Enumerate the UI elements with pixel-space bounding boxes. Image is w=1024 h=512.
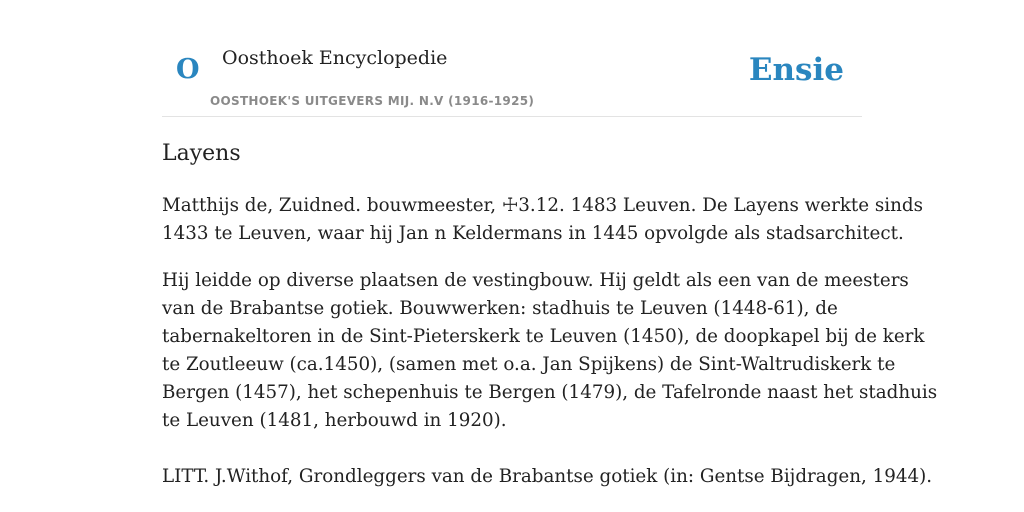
source-header xyxy=(162,0,862,117)
paragraph-line: te Zoutleeuw (ca.1450), (samen met o.a. Jan Spijkens) de Sint-Waltrudiskerk te xyxy=(162,354,896,375)
paragraph-line: tabernakeltoren in de Sint-Pieterskerk te Leuven (1450), de doopkapel bij de kerk xyxy=(162,326,925,347)
entry-paragraph xyxy=(162,192,923,248)
brand-logo-link[interactable]: Ensie xyxy=(748,52,844,88)
source-logo[interactable]: O xyxy=(176,54,200,85)
paragraph-line: Bergen (1457), het schepenhuis te Bergen (1479), de Tafelronde naast het stadhuis xyxy=(162,382,938,403)
paragraph-line: Hij leidde op diverse plaatsen de vestingbouw. Hij geldt als een van de meesters xyxy=(162,270,909,291)
entry-paragraph xyxy=(162,267,938,435)
literature-reference xyxy=(162,463,933,491)
paragraph-line: LITT. J.Withof, Grondleggers van de Brabantse gotiek (in: Gentse Bijdragen, 1944). xyxy=(162,466,933,487)
paragraph-line: Matthijs de, Zuidned. bouwmeester, ☩3.12. 1483 Leuven. De Layens werkte sinds xyxy=(162,195,923,216)
source-title-link[interactable]: Oosthoek Encyclopedie xyxy=(222,47,448,69)
entry-title: Layens xyxy=(162,141,241,166)
paragraph-line: van de Brabantse gotiek. Bouwwerken: stadhuis te Leuven (1448-61), de xyxy=(162,298,838,319)
source-subtitle: OOSTHOEK'S UITGEVERS MIJ. N.V (1916-1925) xyxy=(210,94,535,108)
page xyxy=(162,0,938,512)
paragraph-line: 1433 te Leuven, waar hij Jan n Keldermans in 1445 opvolgde als stadsarchitect. xyxy=(162,223,904,244)
paragraph-line: te Leuven (1481, herbouwd in 1920). xyxy=(162,410,507,431)
